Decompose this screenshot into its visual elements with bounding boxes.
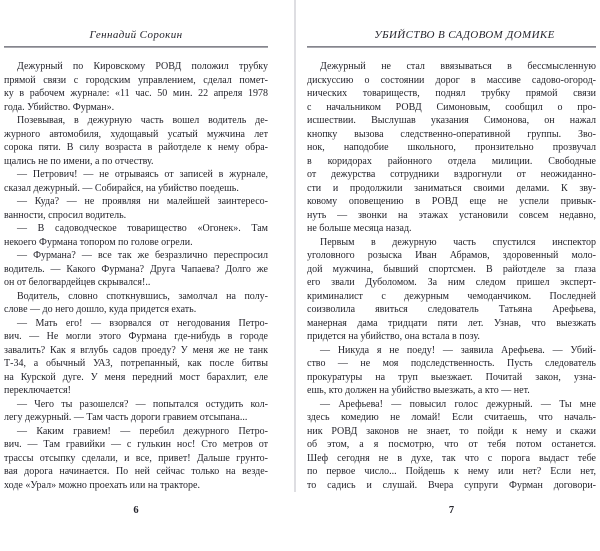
text-line: — Фурмана? — все так же безразлично переспросил (17, 250, 268, 261)
text-line: уголовного розыска Иван Абрамов, здоровенный моло- (307, 250, 596, 261)
paragraph (307, 344, 596, 398)
text-line: трассы отсыпку сделали, и все, привет! Дальше грунто- (4, 452, 268, 464)
text-line: то садись и слушай. Вчера супруги Фурман договори- (307, 479, 596, 491)
text-line: ку в рабочем журнале: «11 час. 50 мин. 22 апреля 1978 (4, 88, 268, 99)
text-line: вич. — Там гравийки — с гулькин нос! Сто метров от (4, 439, 268, 450)
text-line: — Каким гравием! — перебил дежурного Петро- (17, 425, 268, 437)
text-line: — Мать его! — взорвался от негодования Петро- (17, 317, 268, 329)
text-line: дискуссию о состоянии дорог в массиве садово-огород- (307, 74, 596, 86)
text-line: прокуратуры на труп выезжает. Почитай закон, узна- (307, 371, 596, 383)
text-line: сказал дежурный. — Собирайся, на убийство поедешь. (4, 182, 239, 194)
left-page-text (4, 60, 268, 492)
paragraph (307, 398, 596, 493)
paragraph (307, 236, 596, 344)
text-line: щались не по имени, а по отчеству. (4, 155, 154, 167)
text-line: водитель. — Какого Фурмана? Друга Чапаева? Долго же (4, 263, 268, 275)
paragraph (4, 195, 268, 222)
text-line: не больше месяца назад. (307, 223, 412, 234)
paragraph (4, 425, 268, 493)
left-running-header: Геннадий Сорокин (89, 29, 183, 41)
text-line: — В садоводческое товарищество «Огонек». Там (17, 223, 268, 234)
paragraph (4, 398, 268, 425)
right-header-rule (307, 46, 596, 48)
right-running-header: УБИЙСТВО В САДОВОМ ДОМИКЕ (374, 29, 555, 41)
text-line: на Курской дуге. У меня передний мост барахлит, еле (4, 371, 268, 383)
text-line: Шеф сегодня не в духе, так что с порога выдаст тебе (307, 452, 596, 464)
right-page-number: 7 (448, 505, 455, 516)
text-line: от дежурства сотрудники вздрогнули от неожиданно- (307, 169, 596, 180)
page-spine-divider (294, 0, 296, 492)
text-line: нок, наподобие школьного, пронзительно прозвучал (307, 142, 596, 153)
text-line: — Петрович! — не отрываясь от записей в журнале, (17, 169, 268, 180)
left-header-rule (4, 46, 268, 48)
paragraph (307, 60, 596, 236)
text-line: прямой связи с городским управлением, сделал помет- (4, 74, 268, 86)
paragraph (4, 290, 268, 317)
text-line: года. Убийство. Фурман». (4, 101, 115, 113)
text-line: Водитель, словно споткнувшись, замолчал на полу- (17, 290, 268, 302)
text-line: ешь, кто должен на убийство выезжать, а кто — нет. (307, 385, 530, 396)
text-line: некоего Фурмана топором по голове огрели. (4, 236, 193, 248)
right-page (307, 0, 596, 551)
text-line: — Никуда я не поеду! — заявила Арефьева. — Убий- (320, 344, 596, 356)
text-line: с начальником РОВД Симоновым, сообщил о про- (307, 101, 596, 113)
paragraph (4, 60, 268, 114)
text-line: здесь комедию не ломай! Если считаешь, что началь- (307, 412, 596, 423)
text-line: легу дежурный. — Там часть дороги гравием отсыпана... (4, 412, 248, 423)
left-page (4, 0, 268, 551)
text-line: манерная дама тридцати пяти лет. Узнав, что выезжать (307, 317, 596, 329)
text-line: — Арефьева! — повысил голос дежурный. — Ты мне (320, 398, 596, 410)
text-line: — Чего ты разошелся? — попытался остудить кол- (17, 398, 268, 410)
text-line: вая дорога начинается. По ней сейчас только на везде- (4, 466, 268, 477)
right-page-text (307, 60, 596, 492)
text-line: Дежурный по Кировскому РОВД положил трубку (17, 61, 268, 72)
text-line: — Куда? — не проявляя ни малейшей заинтересо- (17, 196, 268, 207)
text-line: слове — до него дошло, куда придется ехать. (4, 304, 197, 315)
text-line: сорока пяти. В силу возраста в райотделе к нему обра- (4, 142, 268, 153)
text-line: нических товариществ, поднял трубку прямой связи (307, 88, 596, 99)
text-line: кнопку вызова следственно-оперативной группы. Зво- (307, 128, 596, 140)
text-line: ство — не моя подследственность. Пусть следователь (307, 358, 596, 369)
text-line: ник РОВД законов не знает, то пойди к нему и скажи (307, 425, 596, 437)
text-line: завалить? Как я вглубь садов проеду? У меня же не танк (4, 344, 268, 356)
text-line: об этом, а я посмотрю, что от тебя потом останется. (307, 439, 596, 450)
text-line: дой мужчина, бывший спортсмен. В райотделе за глаза (307, 263, 596, 275)
text-line: ванности, спросил водитель. (4, 209, 127, 221)
text-line: нуть — звонки на этажах установили совсем недавно, (307, 209, 596, 221)
text-line: сти и продолжили заниматься своими делами. К зву- (307, 182, 596, 194)
text-line: вич. — Не могли этого Фурмана где-нибудь в городе (4, 331, 268, 342)
text-line: соизволила явиться следователь Татьяна Арефьева, (307, 304, 596, 315)
text-line: он от белогвардейцев скрывался!.. (4, 277, 151, 288)
text-line: Дежурный не стал ввязываться в бессмысленную (320, 61, 596, 72)
text-line: Позевывая, в дежурную часть вошел водитель де- (17, 115, 268, 126)
text-line: по первое число... Пойдешь к нему или нет? Если нет, (307, 466, 596, 477)
text-line: Первым в дежурную часть спустился инспектор (320, 236, 596, 248)
paragraph (4, 317, 268, 398)
text-line: его звали Дуболомом. За ним следом пришел эксперт- (307, 277, 596, 288)
text-line: журного автомобиля, худощавый усатый мужчина лет (4, 128, 268, 140)
left-page-number: 6 (133, 505, 139, 516)
paragraph (4, 222, 268, 249)
paragraph (4, 249, 268, 290)
text-line: исшествии. Выслушав указания Симонова, он нажал (307, 115, 596, 126)
text-line: ковому оповещению в РОВД еще не успели привык- (307, 196, 596, 207)
text-line: в коридорах районного отдела милиции. Свободные (307, 155, 596, 167)
text-line: переключается! (4, 385, 71, 396)
text-line: ходе «Урал» можно проехать или на тракторе. (4, 479, 200, 491)
paragraph (4, 168, 268, 195)
text-line: Т-34, а обычный УАЗ, потрепанный, как после битвы (4, 358, 268, 369)
text-line: криминалист с дежурным чемоданчиком. Последней (307, 290, 596, 302)
paragraph (4, 114, 268, 168)
text-line: придется на убийство, она встала в позу. (307, 331, 480, 342)
